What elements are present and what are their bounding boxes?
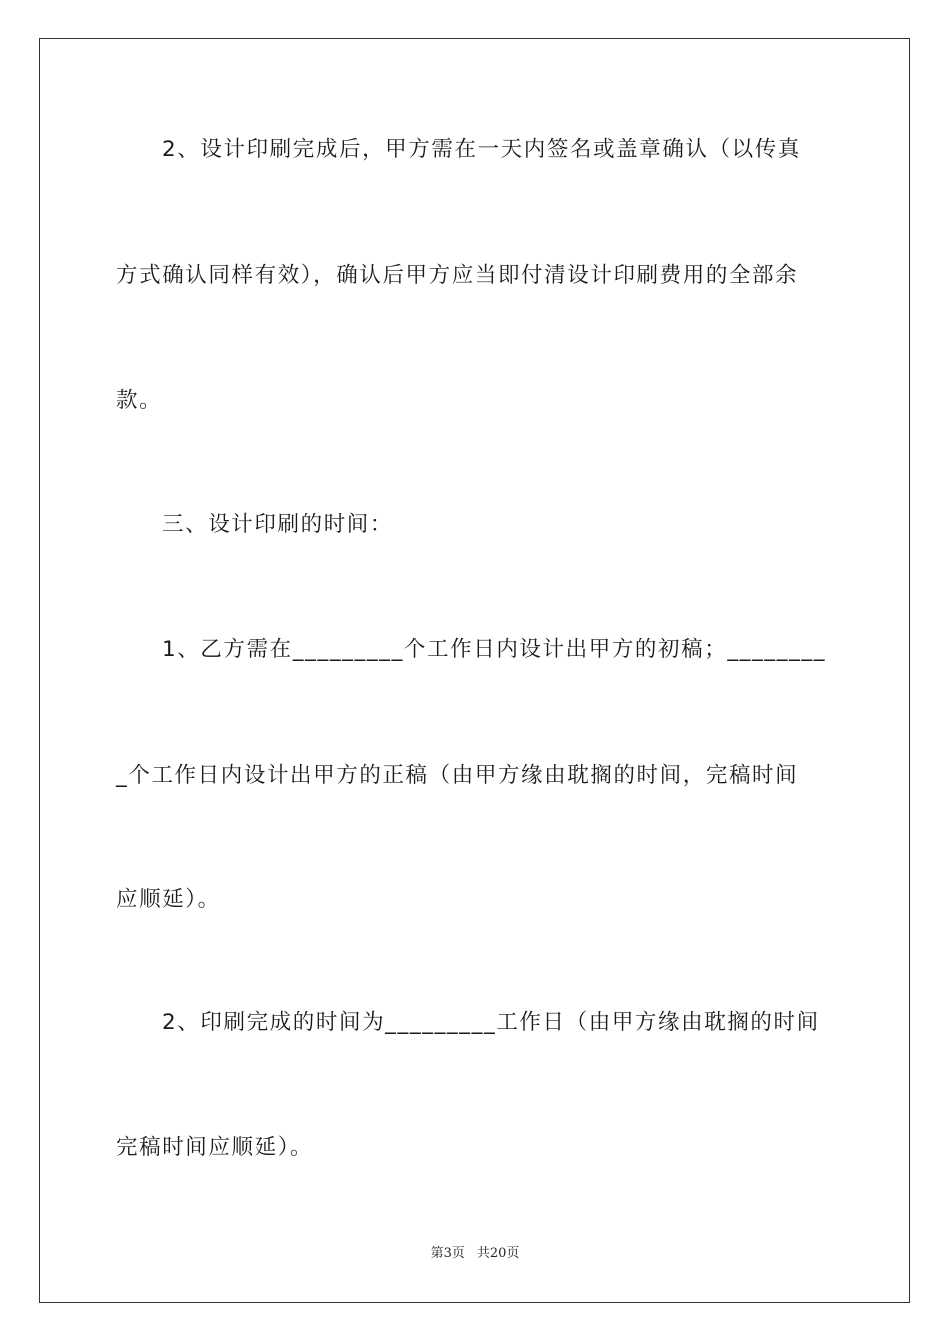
paragraph-line: 方式确认同样有效），确认后甲方应当即付清设计印刷费用的全部余 [116,263,799,288]
paragraph-line: 2、设计印刷完成后，甲方需在一天内签名或盖章确认（以传真 [162,137,801,162]
paragraph-line: 应顺延）。 [116,887,221,912]
page-border [39,38,910,1303]
paragraph-line: 完稿时间应顺延）。 [116,1135,314,1160]
page-footer [0,1245,950,1263]
section-heading: 三、设计印刷的时间： [162,512,394,537]
paragraph-line: 款。 [116,388,163,413]
paragraph-line: 1、乙方需在_________个工作日内设计出甲方的初稿；________ [162,637,827,662]
total-pages: 共20页 [476,1246,520,1261]
paragraph-line: 2、印刷完成的时间为_________工作日（由甲方缘由耽搁的时间 [162,1010,820,1035]
paragraph-line: _个工作日内设计出甲方的正稿（由甲方缘由耽搁的时间，完稿时间 [116,763,799,788]
page-number: 第3页 [430,1246,465,1261]
